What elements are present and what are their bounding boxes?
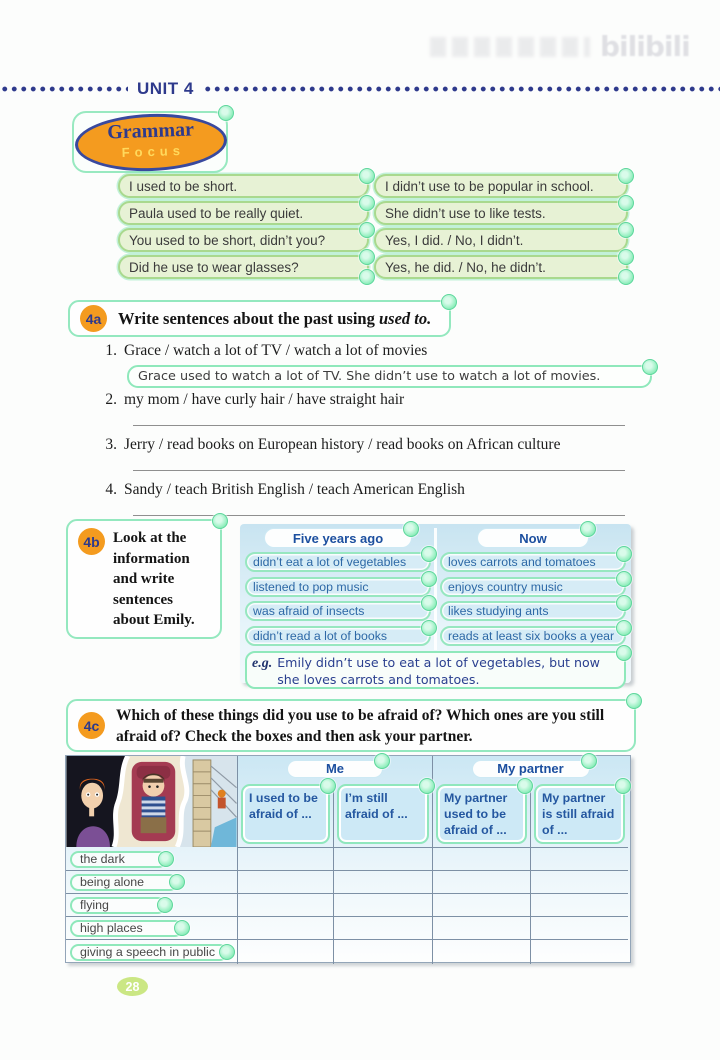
annotation-handle-icon — [626, 693, 642, 709]
item-text: my mom / have curly hair / have straight hair — [124, 391, 405, 408]
annotation-handle-icon — [618, 168, 634, 184]
grammar-cell — [374, 174, 628, 198]
fears-table — [65, 755, 631, 963]
section-4b-header — [66, 519, 222, 639]
annotation-handle-icon — [421, 595, 437, 611]
cell-text: listened to pop music — [253, 579, 369, 594]
dotted-rule-right — [203, 86, 720, 92]
annotation-handle-icon — [618, 222, 634, 238]
grammar-focus-badge — [72, 111, 228, 173]
cell-text: loves carrots and tomatoes — [448, 555, 596, 569]
item-number: 3. — [105, 436, 117, 453]
answer-cell[interactable] — [334, 917, 433, 940]
annotation-handle-icon — [403, 521, 419, 537]
answer-cell[interactable] — [238, 894, 334, 917]
label-text: flying — [80, 898, 109, 912]
item-number: 2. — [105, 391, 117, 408]
annotation-handle-icon — [212, 513, 228, 529]
header-text: Now — [519, 530, 547, 546]
label-text: the dark — [80, 852, 125, 866]
annotation-handle-icon — [359, 249, 375, 265]
answer-text: Grace used to watch a lot of TV. She didn’t use to watch a lot of movies. — [138, 369, 601, 384]
row-label-giving-speech — [70, 944, 228, 961]
column-five-years-ago — [243, 528, 433, 650]
unit-label: UNIT 4 — [137, 79, 194, 98]
example-text: Emily didn’t use to eat a lot of vegetables, but now she loves carrots and tomatoes. — [277, 655, 600, 687]
grammar-text: She didn’t use to like tests. — [385, 205, 546, 221]
cell-text: was afraid of insects — [253, 604, 365, 618]
title-italic-text: used to. — [378, 308, 432, 328]
grammar-cell — [374, 255, 628, 279]
fears-cartoon-cell — [66, 756, 238, 848]
section-4c-title: Which of these things did you use to be afraid of? Which ones are you still afraid of? Check the boxes and then ask your partner. — [116, 706, 605, 745]
annotation-handle-icon — [616, 620, 632, 636]
row-label-cell — [66, 940, 238, 964]
subheader-im-still — [337, 784, 429, 844]
answer-cell[interactable] — [238, 940, 334, 964]
row-label-being-alone — [70, 874, 178, 891]
annotation-handle-icon — [642, 359, 658, 375]
row-label-flying — [70, 897, 166, 914]
handwritten-answer[interactable] — [127, 365, 652, 388]
exercise-4a-items — [100, 342, 636, 526]
annotation-handle-icon — [421, 571, 437, 587]
header-text: Me — [325, 761, 345, 776]
grammar-cell — [374, 201, 628, 225]
item-number: 1. — [105, 342, 117, 359]
annotation-handle-icon — [219, 944, 235, 960]
table-row — [440, 552, 626, 572]
cell-text: likes studying ants — [448, 604, 549, 618]
grammar-focus-subtitle: Focus — [121, 142, 186, 161]
watermark — [430, 30, 690, 63]
answer-cell[interactable] — [531, 848, 628, 871]
page-number: 28 — [117, 977, 148, 996]
subheader-partner-still — [534, 784, 625, 844]
grammar-text: Did he use to wear glasses? — [129, 259, 299, 275]
annotation-handle-icon — [618, 195, 634, 211]
item-text: Sandy / teach British English / teach American English — [124, 481, 465, 498]
row-label-cell — [66, 917, 238, 940]
grammar-cell — [118, 255, 369, 279]
annotation-handle-icon — [157, 897, 173, 913]
grammar-text: Yes, I did. / No, I didn’t. — [385, 232, 524, 248]
section-4b-title: Look at the information and write sentences about Emily. — [113, 530, 195, 628]
group-header-partner-cell — [433, 756, 628, 781]
cell-text: didn’t eat a lot of vegetables — [253, 555, 407, 569]
answer-cell[interactable] — [334, 871, 433, 894]
group-header-me — [287, 760, 383, 778]
row-label-cell — [66, 871, 238, 894]
row-label-high-places — [70, 920, 183, 937]
grammar-text: I didn’t use to be popular in school. — [385, 178, 594, 194]
table-row — [245, 552, 431, 572]
grammar-cell — [118, 174, 369, 198]
column-header — [477, 528, 589, 548]
cell-text: reads at least six books a year — [448, 628, 615, 643]
answer-cell[interactable] — [433, 871, 531, 894]
annotation-handle-icon — [359, 269, 375, 285]
item-prompt — [100, 481, 636, 502]
dotted-rule-left — [0, 86, 128, 92]
grammar-text: Yes, he did. / No, he didn’t. — [385, 259, 546, 275]
section-4a-title — [118, 309, 431, 329]
annotation-handle-icon — [616, 571, 632, 587]
label-text: being alone — [80, 875, 145, 889]
annotation-handle-icon — [374, 753, 390, 769]
section-badge-4c: 4c — [78, 712, 105, 739]
grammar-text: I used to be short. — [129, 178, 238, 194]
header-text: I used to be afraid of ... — [249, 791, 318, 821]
header-text: I’m still afraid of ... — [345, 791, 408, 821]
answer-cell[interactable] — [334, 940, 433, 964]
row-label-cell — [66, 894, 238, 917]
section-4a-header — [68, 300, 451, 337]
header-text: My partner — [497, 761, 564, 776]
item-prompt — [100, 436, 636, 457]
column-now — [438, 528, 628, 650]
subheader-cell — [238, 781, 334, 848]
item-prompt — [100, 342, 636, 363]
fears-cartoon-image — [66, 756, 237, 847]
unit-header — [0, 81, 720, 97]
watermark-blur-text — [430, 37, 590, 57]
annotation-handle-icon — [421, 546, 437, 562]
answer-cell[interactable] — [334, 848, 433, 871]
grammar-focus-table — [118, 174, 630, 279]
annotation-handle-icon — [169, 874, 185, 890]
grammar-focus-ellipse — [74, 111, 228, 173]
grammar-cell — [374, 228, 628, 252]
bilibili-logo: bilibili — [600, 30, 690, 63]
section-badge-4b: 4b — [78, 528, 105, 555]
group-header-me-cell — [238, 756, 433, 781]
annotation-handle-icon — [359, 168, 375, 184]
annotation-handle-icon — [581, 753, 597, 769]
group-header-my-partner — [472, 760, 590, 778]
answer-cell[interactable] — [238, 848, 334, 871]
answer-cell[interactable] — [433, 894, 531, 917]
label-text: high places — [80, 921, 143, 935]
row-label-the-dark — [70, 851, 167, 868]
subheader-cell — [531, 781, 628, 848]
annotation-handle-icon — [580, 521, 596, 537]
annotation-handle-icon — [174, 920, 190, 936]
annotation-handle-icon — [615, 778, 631, 794]
annotation-handle-icon — [618, 249, 634, 265]
item-text: Jerry / read books on European history / read books on African culture — [124, 436, 561, 453]
section-4c-header — [66, 699, 636, 752]
answer-cell[interactable] — [334, 894, 433, 917]
answer-cell[interactable] — [433, 848, 531, 871]
annotation-handle-icon — [517, 778, 533, 794]
annotation-handle-icon — [616, 595, 632, 611]
grammar-cell — [118, 228, 369, 252]
header-text: My partner is still afraid of ... — [542, 791, 615, 837]
annotation-handle-icon — [618, 269, 634, 285]
answer-blank-line[interactable] — [133, 515, 625, 516]
emily-table-columns — [243, 528, 628, 650]
answer-cell[interactable] — [531, 871, 628, 894]
grammar-focus-title: Grammar — [106, 118, 195, 144]
item-number: 4. — [105, 481, 117, 498]
table-row — [440, 577, 626, 597]
answer-cell[interactable] — [531, 917, 628, 940]
label-text: giving a speech in public — [80, 945, 216, 959]
annotation-handle-icon — [441, 294, 457, 310]
grammar-text: Paula used to be really quiet. — [129, 205, 304, 221]
annotation-handle-icon — [359, 222, 375, 238]
answer-blank-line[interactable] — [133, 470, 625, 471]
answer-blank-line[interactable] — [133, 425, 625, 426]
table-row — [245, 577, 431, 597]
annotation-handle-icon — [616, 546, 632, 562]
column-header — [264, 528, 412, 548]
grammar-text: You used to be short, didn’t you? — [129, 232, 326, 248]
answer-cell[interactable] — [238, 917, 334, 940]
subheader-i-used-to — [241, 784, 330, 844]
annotation-handle-icon — [616, 645, 632, 661]
table-row — [440, 626, 626, 646]
answer-cell[interactable] — [238, 871, 334, 894]
table-row — [245, 626, 431, 646]
subheader-partner-used-to — [436, 784, 527, 844]
header-text: Five years ago — [292, 530, 384, 546]
answer-cell[interactable] — [433, 940, 531, 964]
table-row — [440, 601, 626, 621]
annotation-handle-icon — [359, 195, 375, 211]
item-text: Grace / watch a lot of TV / watch a lot of movies — [124, 342, 428, 359]
example-sentence-box — [245, 651, 626, 689]
cell-text: enjoys country music — [448, 579, 563, 594]
annotation-handle-icon — [158, 851, 174, 867]
cell-text: didn’t read a lot of books — [253, 628, 387, 643]
answer-cell[interactable] — [531, 894, 628, 917]
table-row — [245, 601, 431, 621]
annotation-handle-icon — [421, 620, 437, 636]
item-prompt — [100, 391, 636, 412]
row-label-cell — [66, 848, 238, 871]
title-text: Write sentences about the past using — [118, 308, 379, 328]
subheader-cell — [334, 781, 433, 848]
example-label: e.g. — [252, 656, 273, 671]
subheader-cell — [433, 781, 531, 848]
annotation-handle-icon — [218, 105, 234, 121]
header-text: My partner used to be afraid of ... — [444, 791, 508, 837]
grammar-cell — [118, 201, 369, 225]
emily-table — [240, 524, 631, 687]
answer-cell[interactable] — [531, 940, 628, 964]
section-badge-4a: 4a — [80, 305, 107, 332]
annotation-handle-icon — [419, 778, 435, 794]
answer-cell[interactable] — [433, 917, 531, 940]
annotation-handle-icon — [320, 778, 336, 794]
